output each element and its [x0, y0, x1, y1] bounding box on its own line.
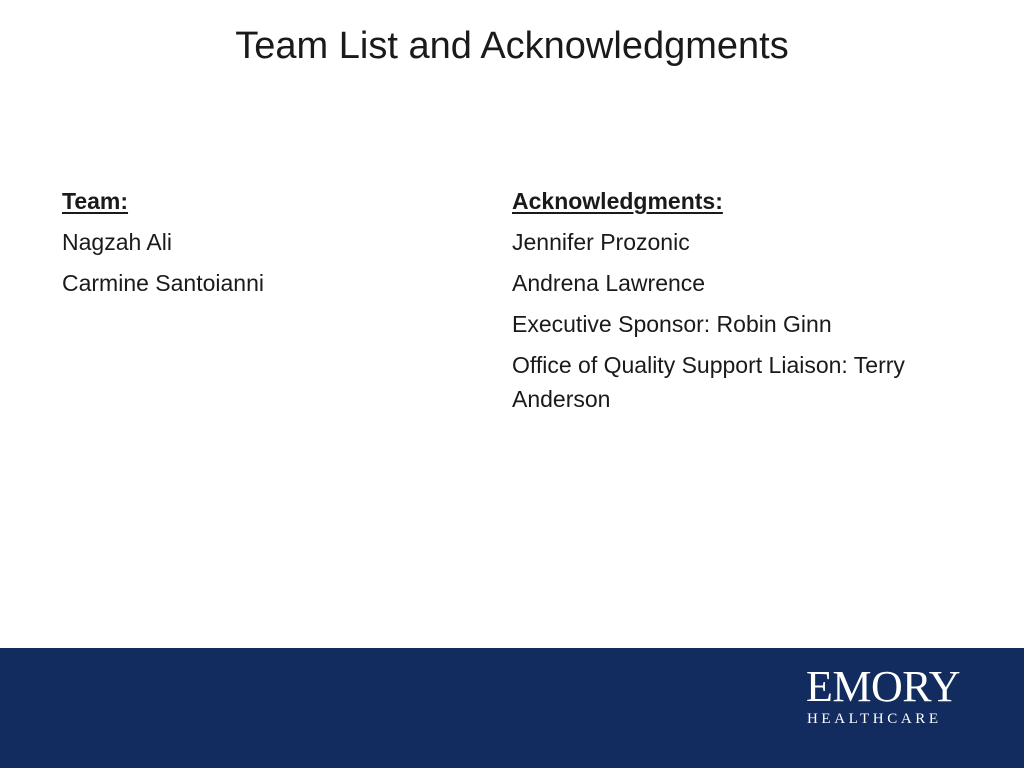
acknowledgment-item: Executive Sponsor: Robin Ginn	[512, 311, 832, 337]
emory-healthcare-logo	[806, 664, 974, 728]
acknowledgment-item: Andrena Lawrence	[512, 270, 706, 296]
acknowledgment-item: Jennifer Prozonic	[512, 229, 690, 255]
team-heading: Team:	[62, 188, 129, 214]
acknowledgment-item: Office of Quality Support Liaison: Terry Anderson	[512, 352, 905, 412]
team-column	[62, 184, 462, 307]
slide-title: Team List and Acknowledgments	[235, 25, 789, 67]
acknowledgments-column	[512, 184, 982, 423]
acknowledgments-heading: Acknowledgments:	[512, 188, 723, 214]
logo-subtitle: HEALTHCARE	[807, 711, 942, 727]
team-member: Carmine Santoianni	[62, 270, 265, 296]
team-member: Nagzah Ali	[62, 229, 172, 255]
logo-wordmark: EMORY	[806, 662, 960, 711]
